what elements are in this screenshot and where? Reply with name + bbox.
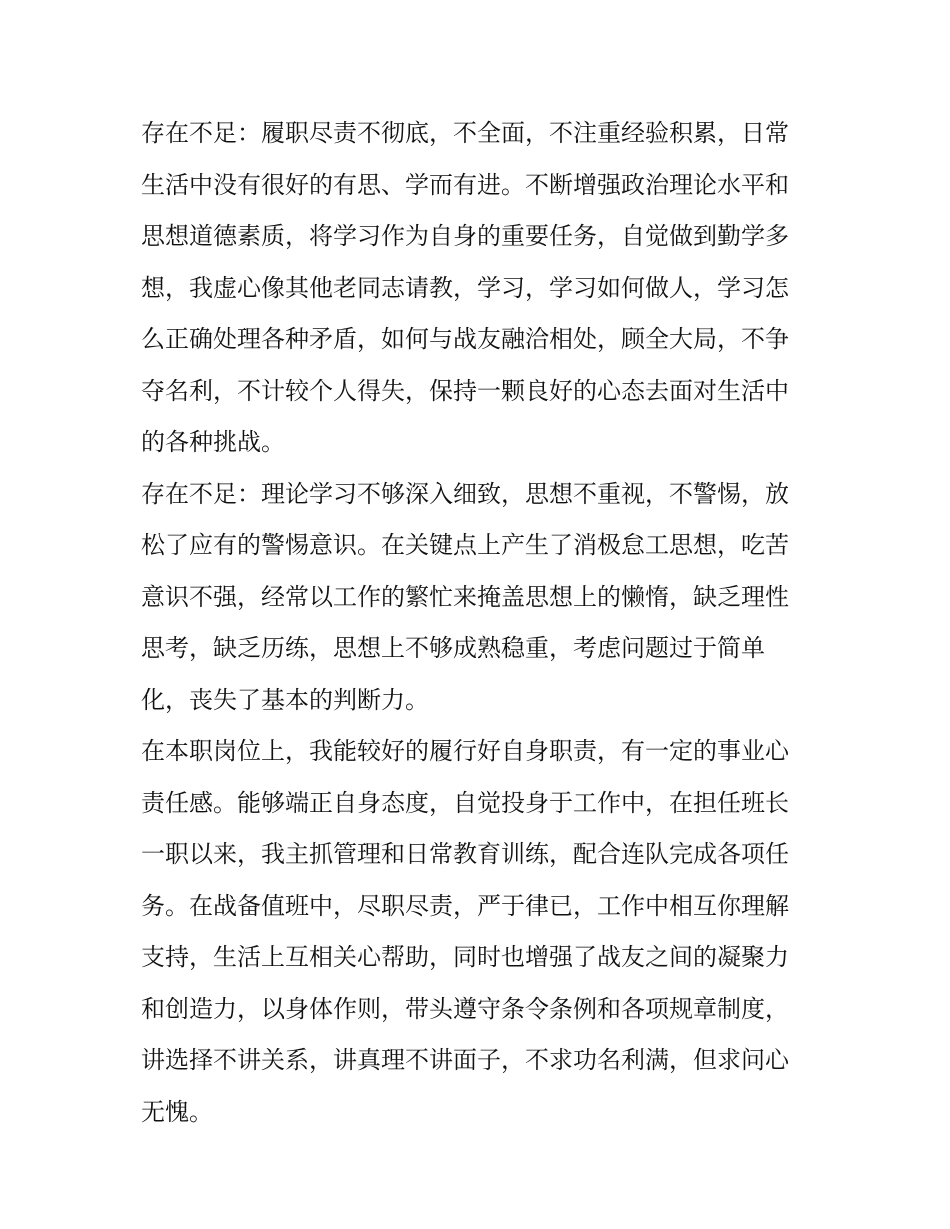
text-line: 化，丧失了基本的判断力。 xyxy=(141,685,429,714)
paragraph xyxy=(141,726,821,1138)
text-line: 一职以来，我主抓管理和日常教育训练，配合连队完成各项任 xyxy=(141,840,789,868)
paragraph xyxy=(141,108,821,469)
text-line: 存在不足：理论学习不够深入细致，思想不重视，不警惕，放 xyxy=(141,479,789,508)
document-body xyxy=(141,108,821,1138)
text-line: 务。在战备值班中，尽职尽责，严于律已，工作中相互你理解 xyxy=(141,891,789,920)
text-line: 意识不强，经常以工作的繁忙来掩盖思想上的懒惰，缺乏理性 xyxy=(141,582,789,611)
text-line: 在本职岗位上，我能较好的履行好自身职责，有一定的事业心 xyxy=(141,737,789,765)
paragraph xyxy=(141,469,821,727)
text-line: 和创造力，以身体作则，带头遵守条令条例和各项规章制度， xyxy=(141,994,789,1023)
text-line: 生活中没有很好的有思、学而有进。不断增强政治理论水平和 xyxy=(141,170,789,199)
text-line: 责任感。能够端正自身态度，自觉投身于工作中，在担任班长 xyxy=(141,788,789,817)
text-line: 么正确处理各种矛盾，如何与战友融洽相处，顾全大局，不争 xyxy=(141,325,789,353)
text-line: 支持，生活上互相关心帮助，同时也增强了战友之间的凝聚力 xyxy=(141,943,789,971)
text-line: 思考，缺乏历练，思想上不够成熟稳重，考虑问题过于简单 xyxy=(141,634,765,662)
text-line: 无愧。 xyxy=(141,1097,213,1126)
text-line: 讲选择不讲关系，讲真理不讲面子，不求功名利满，但求问心 xyxy=(141,1046,789,1074)
text-line: 思想道德素质，将学习作为自身的重要任务，自觉做到勤学多 xyxy=(141,222,789,250)
text-line: 存在不足：履职尽责不彻底，不全面，不注重经验积累，日常 xyxy=(141,119,789,147)
text-line: 想，我虚心像其他老同志请教，学习，学习如何做人，学习怎 xyxy=(141,273,789,302)
text-line: 的各种挑战。 xyxy=(141,428,285,456)
text-line: 松了应有的警惕意识。在关键点上产生了消极怠工思想，吃苦 xyxy=(141,531,789,559)
text-line: 夺名利，不计较个人得失，保持一颗良好的心态去面对生活中 xyxy=(141,376,789,405)
